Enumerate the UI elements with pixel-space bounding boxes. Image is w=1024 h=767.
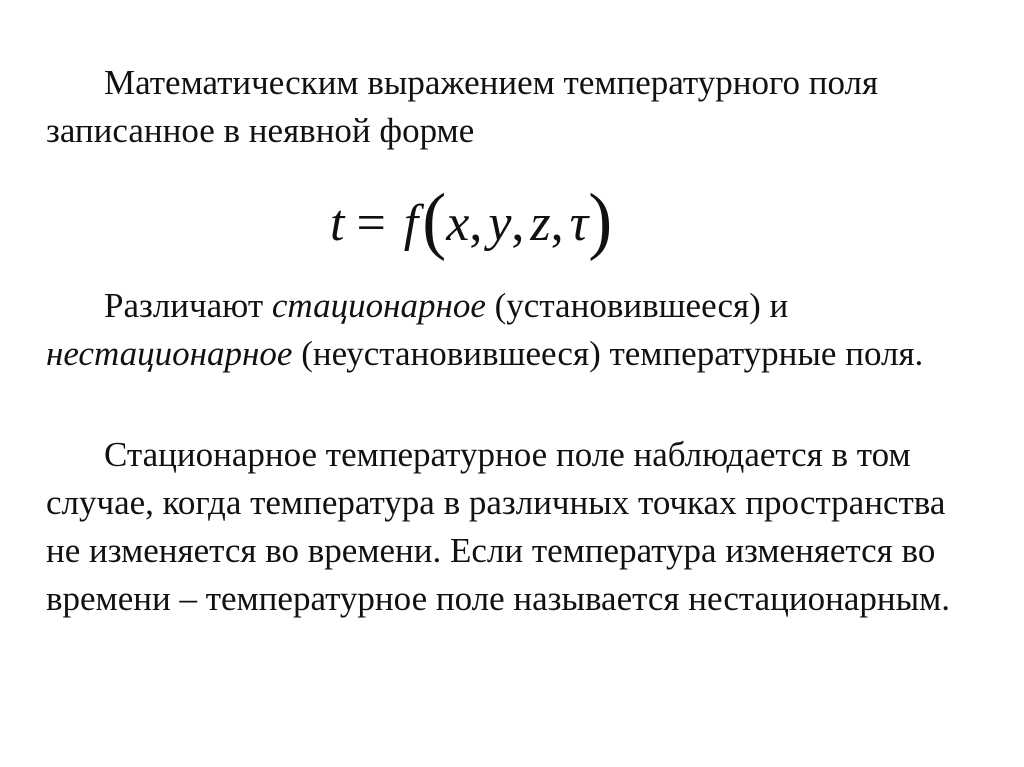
- term-stationary: стационарное: [271, 286, 486, 325]
- formula-comma: ,: [469, 195, 483, 252]
- paragraph-types-part2: (установившееся) и: [485, 286, 789, 325]
- paragraph-intro-text: Математическим выражением температурного поля записанное в неявной форме: [46, 63, 879, 150]
- term-nonstationary: нестационарное: [46, 334, 293, 373]
- formula-arg-z: z: [530, 195, 551, 252]
- formula-arg-x: x: [446, 195, 470, 252]
- formula-lhs: t: [330, 195, 345, 252]
- formula-comma: ,: [511, 195, 525, 252]
- paragraph-definition: [46, 431, 986, 623]
- formula-function: f: [403, 195, 419, 252]
- formula-open-paren: (: [422, 178, 447, 262]
- paragraph-types-part1: Различают: [104, 286, 272, 325]
- paragraph-types: [46, 282, 986, 378]
- paragraph-intro: [46, 59, 986, 155]
- formula-arg-tau: τ: [569, 195, 589, 252]
- paragraph-definition-text: Стационарное температурное поле наблюдается в том случае, когда температура в различных точках пространства не изменяется во времени. Если температура изменяется во времени – температурное поле называется нестационарным.: [46, 435, 951, 618]
- formula-close-paren: ): [588, 178, 613, 262]
- formula-comma: ,: [550, 195, 564, 252]
- temperature-field-formula: [330, 180, 612, 260]
- paragraph-types-part3: (неустановившееся) температурные поля.: [292, 334, 924, 373]
- formula-equals: =: [356, 195, 386, 252]
- formula-arg-y: y: [488, 195, 512, 252]
